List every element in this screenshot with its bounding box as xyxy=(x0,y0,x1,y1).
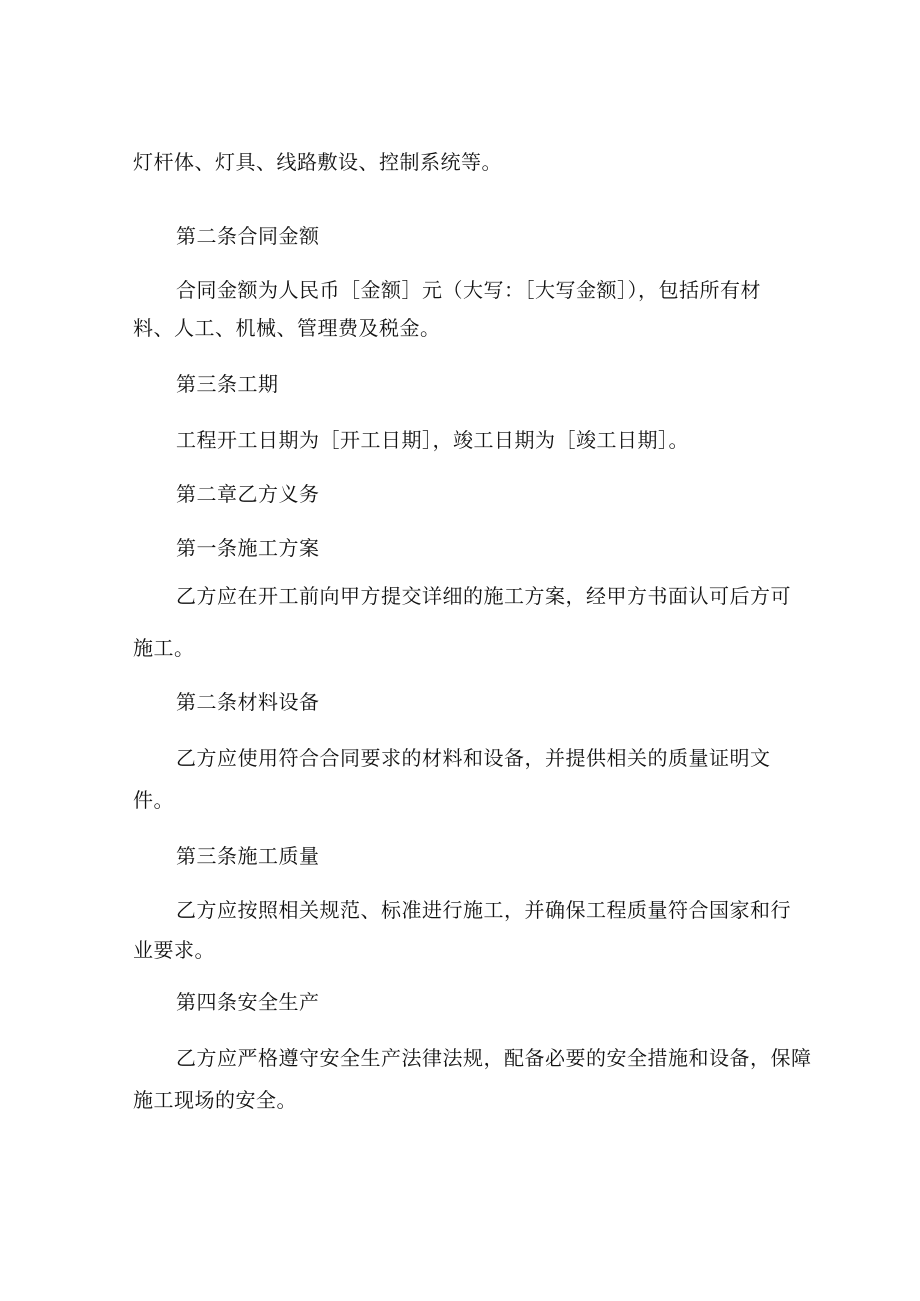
body-text-line: 灯杆体、灯具、线路敷设、控制系统等。 xyxy=(133,150,502,174)
article-heading: 第二条合同金额 xyxy=(176,224,320,248)
body-text-line: 料、人工、机械、管理费及税金。 xyxy=(133,316,441,340)
body-text-line: 乙方应使用符合合同要求的材料和设备，并提供相关的质量证明文 xyxy=(176,746,771,770)
body-text-line: 合同金额为人民币［金额］元（大写：［大写金额］），包括所有材 xyxy=(176,278,761,302)
body-text-line: 件。 xyxy=(133,788,174,812)
article-heading: 第一条施工方案 xyxy=(176,536,320,560)
body-text-line: 工程开工日期为［开工日期］，竣工日期为［竣工日期］。 xyxy=(176,428,689,452)
body-text-line: 施工。 xyxy=(133,636,195,660)
body-text-line: 施工现场的安全。 xyxy=(133,1088,297,1112)
article-heading: 第四条安全生产 xyxy=(176,990,320,1014)
article-heading: 第三条施工质量 xyxy=(176,844,320,868)
article-heading: 第三条工期 xyxy=(176,372,279,396)
body-text-line: 业要求。 xyxy=(133,938,215,962)
body-text-line: 乙方应按照相关规范、标准进行施工，并确保工程质量符合国家和行 xyxy=(176,898,791,922)
article-heading: 第二条材料设备 xyxy=(176,690,320,714)
chapter-heading: 第二章乙方义务 xyxy=(176,482,320,506)
body-text-line: 乙方应在开工前向甲方提交详细的施工方案，经甲方书面认可后方可 xyxy=(176,584,791,608)
body-text-line: 乙方应严格遵守安全生产法律法规，配备必要的安全措施和设备，保障 xyxy=(176,1046,812,1070)
